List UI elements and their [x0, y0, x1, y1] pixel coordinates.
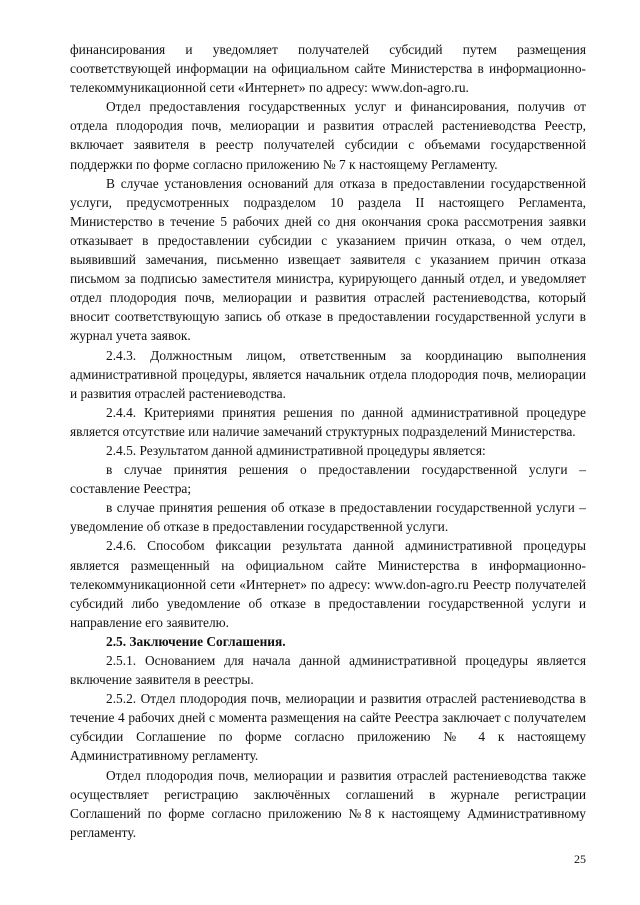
paragraph-2-4-6: 2.4.6. Способом фиксации результата данной административной процедуры является размещенный на официальном сайте Министерства в информационно-телекоммуникационной сети «Интернет» по адресу: www.don-agro.ru Реестр получателей субсидий либо уведомление об отказе в предоставлении государственной услуги и направление его заявителю.	[70, 538, 586, 630]
paragraph-continuation: финансирования и уведомляет получателей субсидий путем размещения соответствующей информации на официальном сайте Министерства в информационно-телекоммуникационной сети «Интернет» по адресу: www.don-agro.ru.	[70, 42, 586, 96]
paragraph-2-4-5: 2.4.5. Результатом данной административной процедуры является:	[106, 442, 486, 458]
section-heading: 2.5. Заключение Соглашения.	[106, 633, 286, 649]
paragraph: в случае принятия решения об отказе в предоставлении государственной услуги – уведомление об отказе в предоставлении государственной услуги.	[70, 500, 586, 535]
paragraph-2-5-2: 2.5.2. Отдел плодородия почв, мелиорации и развития отраслей растениеводства в течение 4 рабочих дней с момента размещения на сайте Реестра заключает с получателем субсидии Соглашение по форме согласно приложению № 4 к настоящему Административному регламенту.	[70, 691, 586, 764]
paragraph-2-4-4: 2.4.4. Критериями принятия решения по данной административной процедуре является отсутствие или наличие замечаний структурных подразделений Министерства.	[70, 404, 586, 439]
paragraph: Отдел предоставления государственных услуг и финансирования, получив от отдела плодородия почв, мелиорации и развития отраслей растениеводства Реестр, включает заявителя в реестр получателей субсидии с объемами государственной поддержки по форме согласно приложению № 7 к настоящему Регламенту.	[70, 99, 586, 172]
paragraph: Отдел плодородия почв, мелиорации и развития отраслей растениеводства также осуществляет регистрацию заключённых соглашений в журнале регистрации Соглашений по форме согласно приложению №8 к настоящему Административному регламенту.	[70, 767, 586, 840]
paragraph: в случае принятия решения о предоставлении государственной услуги – составление Реестра;	[70, 462, 586, 497]
paragraph-2-5-1: 2.5.1. Основанием для начала данной административной процедуры является включение заявителя в реестры.	[70, 653, 586, 688]
paragraph: В случае установления оснований для отказа в предоставлении государственной услуги, предусмотренных подразделом 10 раздела II настоящего Регламента, Министерство в течение 5 рабочих дней со дня окончания срока рассмотрения заявки отказывает в предоставлении субсидии с указанием причин отказа, о чем отдел, выявивший замечания, письменно извещает заявителя с указанием причин отказа письмом за подписью заместителя министра, курирующего данный отдел, и уведомляет отдел плодородия почв, мелиорации и развития отраслей растениеводства, который вносит соответствующую запись об отказе в предоставлении государственной услуги в журнал учета заявок.	[70, 175, 586, 344]
page-number: 25	[574, 852, 586, 866]
paragraph-2-4-3: 2.4.3. Должностным лицом, ответственным за координацию выполнения административной процедуры, является начальник отдела плодородия почв, мелиорации и развития отраслей растениеводства.	[70, 347, 586, 401]
